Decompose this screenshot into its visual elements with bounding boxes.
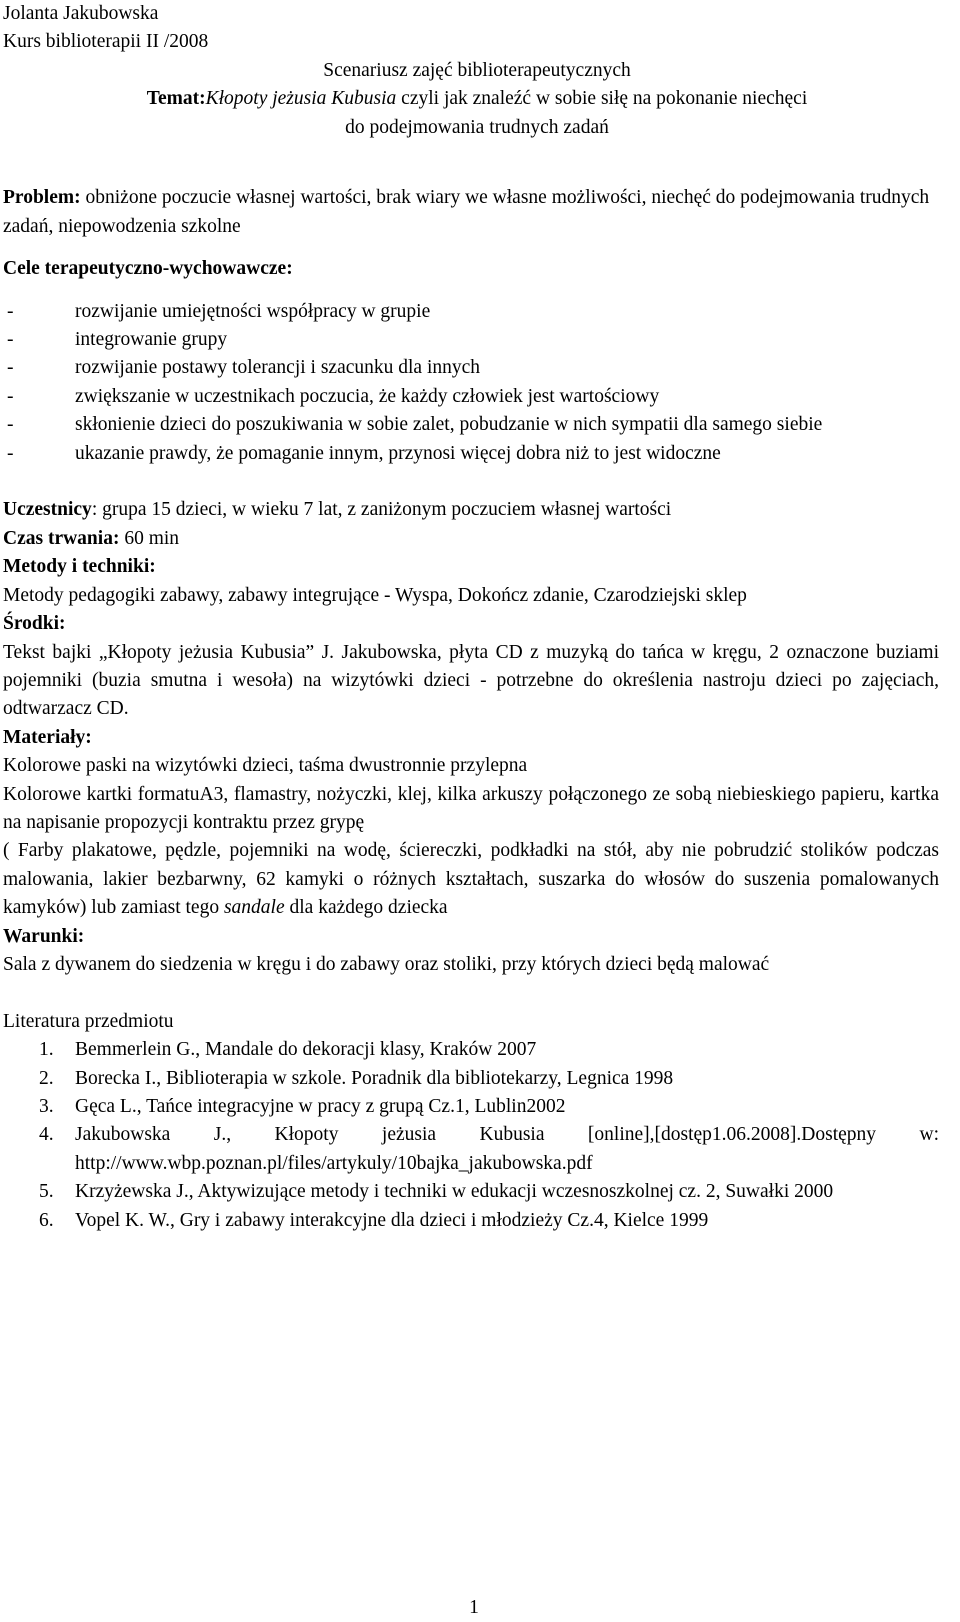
list-item: 6. Vopel K. W., Gry i zabawy interakcyjne dla dzieci i młodzieży Cz.4, Kielce 1999 bbox=[39, 1209, 709, 1231]
methods-text: Metody pedagogiki zabawy, zabawy integrujące - Wyspa, Dokończ zdanie, Czarodziejski sklep bbox=[3, 584, 747, 606]
topic-label: Temat: bbox=[146, 88, 206, 110]
problem-section bbox=[3, 184, 939, 241]
goals-list bbox=[3, 298, 939, 468]
list-item: 1. Bemmerlein G., Mandale do dekoracji klasy, Kraków 2007 bbox=[39, 1039, 537, 1061]
topic-line bbox=[3, 85, 951, 113]
materials-line-1: Kolorowe paski na wizytówki dzieci, taśma dwustronnie przylepna bbox=[3, 755, 528, 777]
list-item: - skłonienie dzieci do poszukiwania w sobie zalet, pobudzanie w nich sympatii dla samego siebie bbox=[7, 414, 823, 436]
conditions-heading: Warunki: bbox=[3, 925, 85, 947]
literature-list bbox=[3, 1036, 939, 1235]
problem-label: Problem: bbox=[3, 187, 81, 209]
document-page bbox=[3, 0, 951, 1235]
course-name: Kurs biblioterapii II /2008 bbox=[3, 31, 209, 53]
topic-rest: czyli jak znaleźć w sobie siłę na pokonanie niechęci bbox=[396, 88, 808, 110]
list-item: 2. Borecka I., Biblioterapia w szkole. Poradnik dla bibliotekarzy, Legnica 1998 bbox=[39, 1067, 674, 1089]
page-number: 1 bbox=[469, 1597, 479, 1618]
topic-line-2: do podejmowania trudnych zadań bbox=[345, 116, 609, 138]
author-name: Jolanta Jakubowska bbox=[3, 3, 159, 24]
materials-heading: Materiały: bbox=[3, 726, 92, 748]
participants-label: Uczestnicy bbox=[3, 499, 92, 521]
list-item: 4. Jakubowska J., Kłopoty jeżusia Kubusia [online],[dostęp1.06.2008].Dostępny w: http://www.wbp.poznan.pl/files/artykuly/10bajka_jakubowska.pdf bbox=[39, 1124, 939, 1174]
list-item: - integrowanie grupy bbox=[7, 329, 228, 351]
list-item: - ukazanie prawdy, że pomaganie innym, przynosi więcej dobra niż to jest widoczne bbox=[7, 442, 721, 464]
duration-section: Czas trwania: 60 min bbox=[3, 527, 180, 549]
conditions-text: Sala z dywanem do siedzenia w kręgu i do zabawy oraz stoliki, przy których dzieci będą malować bbox=[3, 953, 770, 975]
list-item: 5. Krzyżewska J., Aktywizujące metody i techniki w edukacji wczesnoszkolnej cz. 2, Suwałki 2000 bbox=[39, 1181, 834, 1203]
list-item: - zwiększanie w uczestnikach poczucia, że każdy człowiek jest wartościowy bbox=[7, 385, 660, 407]
methods-heading: Metody i techniki: bbox=[3, 556, 156, 578]
list-item: - rozwijanie umiejętności współpracy w grupie bbox=[7, 300, 431, 322]
materials-line-3: ( Farby plakatowe, pędzle, pojemniki na wodę, ściereczki, podkładki na stół, aby nie pobrudzić stolików podczas malowania, lakier bezbarwny, 62 kamyki o różnych kształtach, suszarka do włosów do suszenia pomalowanych kamyków) lub zamiast tego sandale dla każdego dziecka bbox=[3, 840, 939, 919]
means-text: Tekst bajki „Kłopoty jeżusia Kubusia” J. Jakubowska, płyta CD z muzyką do tańca w kręgu, 2 oznaczone buziami pojemniki (buzia smutna i wesoła) na wizytówki dzieci - potrzebne do określenia nastroju dzieci po zajęciach, odtwarzacz CD. bbox=[3, 641, 939, 720]
literature-heading: Literatura przedmiotu bbox=[3, 1010, 174, 1032]
participants-section: Uczestnicy: grupa 15 dzieci, w wieku 7 lat, z zaniżonym poczuciem własnej wartości bbox=[3, 499, 672, 521]
goals-heading: Cele terapeutyczno-wychowawcze: bbox=[3, 258, 293, 280]
problem-text: obniżone poczucie własnej wartości, brak wiary we własne możliwości, niechęć do podejmowania trudnych zadań, niepowodzenia szkolne bbox=[3, 187, 930, 237]
means-heading: Środki: bbox=[3, 613, 66, 635]
list-item: 3. Gęca L., Tańce integracyjne w pracy z grupą Cz.1, Lublin2002 bbox=[39, 1095, 566, 1117]
materials-line-2: Kolorowe kartki formatuA3, flamastry, nożyczki, klej, kilka arkuszy połączonego ze sobą niebieskiego papieru, kartka na napisanie propozycji kontraktu przez grypę bbox=[3, 783, 939, 833]
list-item: - rozwijanie postawy tolerancji i szacunku dla innych bbox=[7, 357, 481, 379]
sandale-italic: sandale bbox=[223, 897, 285, 919]
duration-label: Czas trwania: bbox=[3, 527, 120, 549]
topic-italic: Kłopoty jeżusia Kubusia bbox=[205, 88, 397, 110]
document-title: Scenariusz zajęć biblioterapeutycznych bbox=[323, 59, 631, 81]
